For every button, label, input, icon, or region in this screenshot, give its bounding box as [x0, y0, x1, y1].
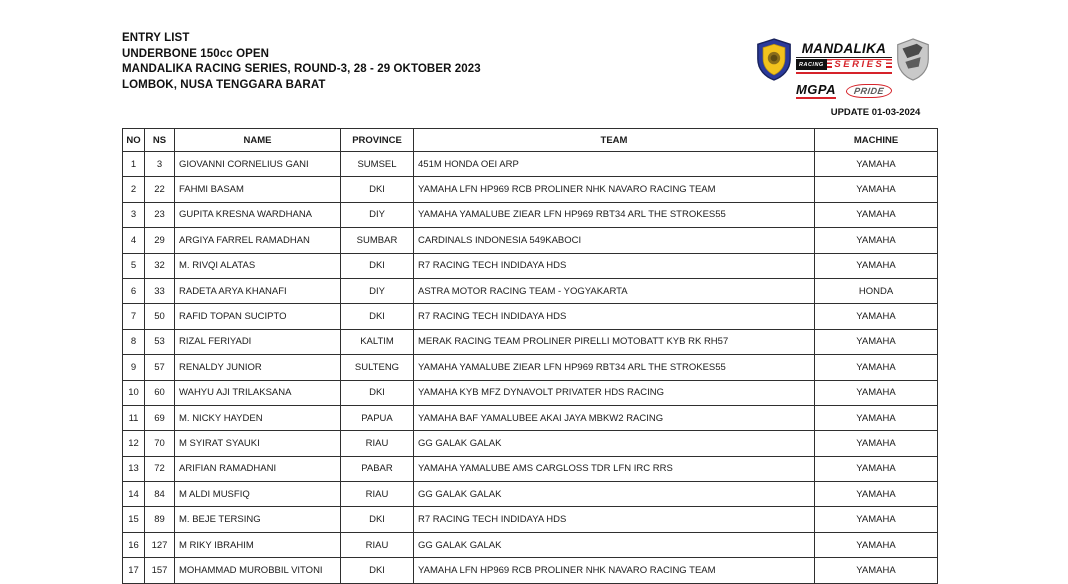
logo-block [755, 38, 933, 99]
regional-shield-icon [895, 38, 931, 81]
table-row [123, 482, 938, 507]
header-ns: NS [145, 129, 175, 152]
header-no: NO [123, 129, 145, 152]
cell-team: R7 RACING TECH INDIDAYA HDS [414, 253, 815, 278]
cell-machine: YAMAHA [815, 202, 938, 227]
cell-ns: 22 [145, 177, 175, 202]
cell-province: RIAU [341, 532, 414, 557]
table-row [123, 329, 938, 354]
cell-ns: 57 [145, 355, 175, 380]
cell-province: DIY [341, 202, 414, 227]
cell-team: CARDINALS INDONESIA 549KABOCI [414, 228, 815, 253]
entry-table-body [123, 152, 938, 584]
cell-name: ARGIYA FARREL RAMADHAN [175, 228, 341, 253]
cell-no: 11 [123, 405, 145, 430]
cell-team: YAMAHA YAMALUBE ZIEAR LFN HP969 RBT34 ARL THE STROKES55 [414, 355, 815, 380]
cell-name: MOHAMMAD MUROBBIL VITONI [175, 558, 341, 583]
entry-table [122, 128, 938, 584]
cell-no: 6 [123, 278, 145, 303]
cell-province: RIAU [341, 431, 414, 456]
cell-machine: YAMAHA [815, 532, 938, 557]
cell-name: GUPITA KRESNA WARDHANA [175, 202, 341, 227]
cell-province: DKI [341, 177, 414, 202]
cell-no: 2 [123, 177, 145, 202]
cell-name: M ALDI MUSFIQ [175, 482, 341, 507]
header-machine: MACHINE [815, 129, 938, 152]
table-row [123, 558, 938, 583]
cell-machine: YAMAHA [815, 304, 938, 329]
cell-no: 17 [123, 558, 145, 583]
cell-no: 9 [123, 355, 145, 380]
cell-ns: 69 [145, 405, 175, 430]
cell-machine: YAMAHA [815, 177, 938, 202]
cell-province: RIAU [341, 482, 414, 507]
cell-ns: 23 [145, 202, 175, 227]
cell-ns: 53 [145, 329, 175, 354]
document-title-block [122, 31, 481, 94]
cell-no: 1 [123, 152, 145, 177]
cell-machine: YAMAHA [815, 253, 938, 278]
cell-no: 15 [123, 507, 145, 532]
cell-team: GG GALAK GALAK [414, 431, 815, 456]
mgpa-logo: MGPA [795, 82, 837, 97]
cell-machine: YAMAHA [815, 482, 938, 507]
cell-team: R7 RACING TECH INDIDAYA HDS [414, 507, 815, 532]
cell-ns: 29 [145, 228, 175, 253]
update-date-label: UPDATE 01-03-2024 [830, 107, 921, 118]
cell-team: YAMAHA YAMALUBE AMS CARGLOSS TDR LFN IRC RRS [414, 456, 815, 481]
header-name: NAME [175, 129, 341, 152]
cell-province: SUMBAR [341, 228, 414, 253]
table-row [123, 278, 938, 303]
header-team: TEAM [414, 129, 815, 152]
cell-province: KALTIM [341, 329, 414, 354]
cell-name: RENALDY JUNIOR [175, 355, 341, 380]
cell-no: 14 [123, 482, 145, 507]
entry-table-header [123, 129, 938, 152]
table-row [123, 456, 938, 481]
cell-machine: YAMAHA [815, 152, 938, 177]
cell-ns: 89 [145, 507, 175, 532]
cell-no: 7 [123, 304, 145, 329]
header-row [123, 129, 938, 152]
cell-machine: YAMAHA [815, 228, 938, 253]
cell-province: DKI [341, 558, 414, 583]
table-row [123, 177, 938, 202]
cell-no: 12 [123, 431, 145, 456]
cell-machine: YAMAHA [815, 507, 938, 532]
cell-no: 13 [123, 456, 145, 481]
cell-ns: 157 [145, 558, 175, 583]
mandalika-racing-series-logo [796, 42, 892, 74]
table-row [123, 304, 938, 329]
cell-team: GG GALAK GALAK [414, 482, 815, 507]
header-province: PROVINCE [341, 129, 414, 152]
mandalika-wordmark: MANDALIKA [796, 42, 892, 58]
logo-row [755, 38, 933, 81]
cell-province: DIY [341, 278, 414, 303]
table-row [123, 405, 938, 430]
table-row [123, 507, 938, 532]
table-row [123, 380, 938, 405]
cell-machine: YAMAHA [815, 431, 938, 456]
cell-ns: 127 [145, 532, 175, 557]
cell-province: DKI [341, 253, 414, 278]
cell-name: M SYIRAT SYAUKI [175, 431, 341, 456]
cell-name: ARIFIAN RAMADHANI [175, 456, 341, 481]
mandalika-logo-midrow [796, 59, 892, 70]
table-row [123, 355, 938, 380]
cell-no: 4 [123, 228, 145, 253]
cell-name: GIOVANNI CORNELIUS GANI [175, 152, 341, 177]
cell-ns: 72 [145, 456, 175, 481]
cell-ns: 60 [145, 380, 175, 405]
racing-label: RACING [796, 59, 827, 70]
cell-team: ASTRA MOTOR RACING TEAM - YOGYAKARTA [414, 278, 815, 303]
cell-machine: YAMAHA [815, 405, 938, 430]
cell-machine: YAMAHA [815, 329, 938, 354]
cell-province: DKI [341, 304, 414, 329]
imi-shield-icon [755, 38, 793, 81]
cell-no: 10 [123, 380, 145, 405]
cell-name: M RIKY IBRAHIM [175, 532, 341, 557]
cell-province: PABAR [341, 456, 414, 481]
cell-team: YAMAHA LFN HP969 RCB PROLINER NHK NAVARO RACING TEAM [414, 177, 815, 202]
cell-province: SULTENG [341, 355, 414, 380]
table-row [123, 253, 938, 278]
cell-machine: YAMAHA [815, 355, 938, 380]
cell-no: 5 [123, 253, 145, 278]
cell-name: M. RIVQI ALATAS [175, 253, 341, 278]
cell-team: MERAK RACING TEAM PROLINER PIRELLI MOTOBATT KYB RK RH57 [414, 329, 815, 354]
table-row [123, 532, 938, 557]
cell-name: FAHMI BASAM [175, 177, 341, 202]
cell-team: 451M HONDA OEI ARP [414, 152, 815, 177]
cell-name: M. BEJE TERSING [175, 507, 341, 532]
cell-ns: 32 [145, 253, 175, 278]
doc-title-line-2: UNDERBONE 150cc OPEN [122, 47, 270, 60]
cell-name: RIZAL FERIYADI [175, 329, 341, 354]
cell-ns: 70 [145, 431, 175, 456]
cell-team: YAMAHA BAF YAMALUBEE AKAI JAYA MBKW2 RACING [414, 405, 815, 430]
cell-team: GG GALAK GALAK [414, 532, 815, 557]
cell-machine: YAMAHA [815, 558, 938, 583]
cell-team: R7 RACING TECH INDIDAYA HDS [414, 304, 815, 329]
cell-province: DKI [341, 507, 414, 532]
cell-no: 3 [123, 202, 145, 227]
cell-province: PAPUA [341, 405, 414, 430]
cell-name: RADETA ARYA KHANAFI [175, 278, 341, 303]
doc-title-line-3: MANDALIKA RACING SERIES, ROUND-3, 28 - 29 OKTOBER 2023 [122, 63, 481, 76]
cell-no: 16 [123, 532, 145, 557]
doc-title-line-4: LOMBOK, NUSA TENGGARA BARAT [122, 79, 326, 92]
cell-team: YAMAHA LFN HP969 RCB PROLINER NHK NAVARO RACING TEAM [414, 558, 815, 583]
cell-province: DKI [341, 380, 414, 405]
cell-name: WAHYU AJI TRILAKSANA [175, 380, 341, 405]
cell-ns: 3 [145, 152, 175, 177]
cell-ns: 33 [145, 278, 175, 303]
table-row [123, 152, 938, 177]
cell-team: YAMAHA KYB MFZ DYNAVOLT PRIVATER HDS RACING [414, 380, 815, 405]
series-stripes [827, 59, 892, 70]
cell-name: RAFID TOPAN SUCIPTO [175, 304, 341, 329]
doc-title-line-1: ENTRY LIST [122, 32, 190, 44]
cell-machine: HONDA [815, 278, 938, 303]
mandalika-red-underline [796, 72, 892, 74]
cell-machine: YAMAHA [815, 456, 938, 481]
partner-logo-row [755, 83, 933, 99]
cell-province: SUMSEL [341, 152, 414, 177]
table-row [123, 431, 938, 456]
series-label: SERIES [834, 58, 885, 70]
cell-name: M. NICKY HAYDEN [175, 405, 341, 430]
pride-logo: PRIDE [845, 84, 893, 98]
cell-machine: YAMAHA [815, 380, 938, 405]
table-row [123, 228, 938, 253]
table-row [123, 202, 938, 227]
cell-ns: 84 [145, 482, 175, 507]
cell-ns: 50 [145, 304, 175, 329]
cell-no: 8 [123, 329, 145, 354]
cell-team: YAMAHA YAMALUBE ZIEAR LFN HP969 RBT34 ARL THE STROKES55 [414, 202, 815, 227]
